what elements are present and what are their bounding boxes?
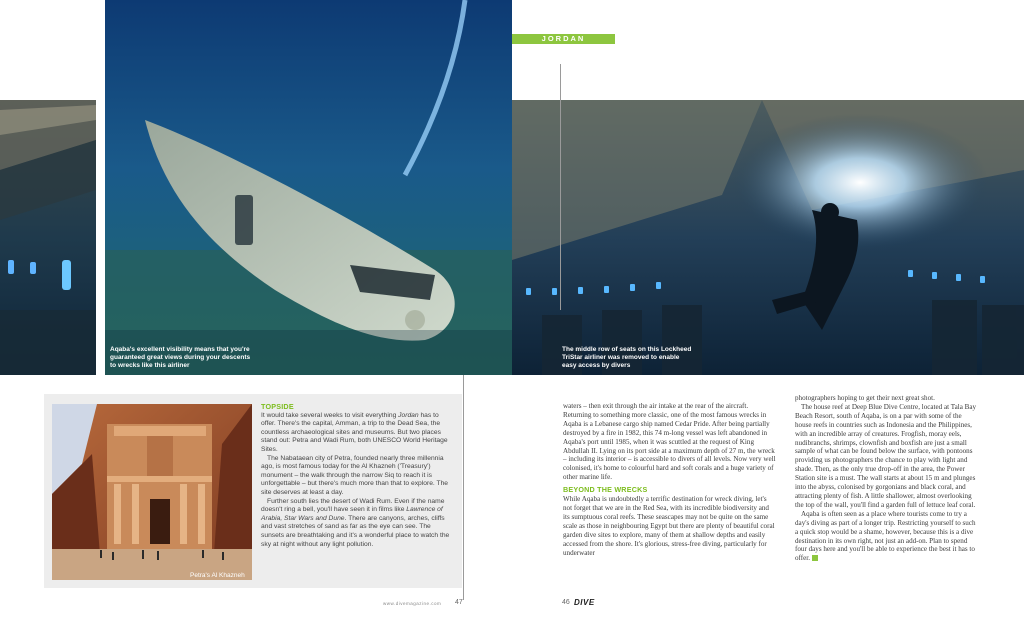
sidebar-paragraph: It would take several weeks to visit everything Jordan has to offer. There's the capital, Amman, a trip to the Dead Sea, the countless archaeological sites and museums. But two places stand out: Petra and Wadi Rum, both UNESCO World Heritage Sites. xyxy=(261,411,448,453)
article-paragraph: waters – then exit through the air intake at the rear of the aircraft. Returning to something more classic, one of the most famous wrecks in Aqaba is a Lebanese cargo ship named Cedar Pride. After being partially destroyed by a fire in 1982, this 74 m-long vessel was left abandoned in Aqaba's port until 1985, when it was scuttled at the request of King Abdullah II. Lying on its port side at a maximum depth of 27 m, the wreck – including its interior – is accessible to divers of all levels. Now very well colonised, it's home to colourful hard and soft corals and a huge variety of other marine life. xyxy=(563,402,776,482)
dive-logo: DIVE xyxy=(574,598,595,607)
section-tag-label: JORDAN xyxy=(541,34,586,43)
column-divider-right xyxy=(560,64,561,310)
article-column-1 xyxy=(563,402,776,557)
end-mark-icon xyxy=(812,555,818,561)
sidebar-text-block xyxy=(261,403,451,549)
article-paragraph: While Aqaba is undoubtedly a terrific destination for wreck diving, let's not forget that we are in the Red Sea, with its incredible biodiversity and its sumptuous coral reefs. These seascapes may not be quite on the same scale as those in neighbouring Egypt but there are plenty of beautiful coral garden dive sites to explore, many of them at shallow depths and easily accessed from the shore. It's glorious, stress-free diving, particularly for underwater xyxy=(563,495,775,557)
sidebar-paragraph: Further south lies the desert of Wadi Rum. Even if the name doesn't ring a bell, you'll have seen it in films like Lawrence of Arabia, Star Wars and Dune. There are canyons, arches, cliffs and vast stretches of sand as far as the eye can see. The sunsets are breathtaking and it's a wonderful place to watch the sky at night without any light pollution. xyxy=(261,497,450,548)
article-column-2 xyxy=(795,394,979,563)
subhead-beyond-the-wrecks: BEYOND THE WRECKS xyxy=(563,485,648,495)
sidebar-heading: TOPSIDE xyxy=(261,402,294,411)
column-divider-left xyxy=(463,375,464,600)
article-paragraph: The house reef at Deep Blue Dive Centre, located at Tala Bay Beach Resort, south of Aqaba, is on a par with some of the house reefs in countries such as Indonesia and the Philippines, with an incredible array of creatures. Frogfish, moray eels, nudibranchs, shrimps, clownfish and boxfish are just a small sample of what can be found below the surface, with pontoons providing us photographers the chance to play with light and shade. Then, as the only true drop-off in the area, the Power Station site is a must. The wall starts at about 15 m and plunges into the abyss, colonised by gorgonians and black coral, and attracting plenty of fish. A little shallower, almost overlooking the top of the wall, you'll find a garden full of lettuce leaf coral. xyxy=(795,402,977,509)
interior-photo-caption: The middle row of seats on this Lockheed TriStar airliner was removed to enable easy access by divers xyxy=(562,346,692,369)
cabin-interior-photo xyxy=(512,100,1024,375)
plane-wreck-photo xyxy=(105,0,512,375)
petra-photo xyxy=(52,404,252,580)
plane-photo-caption: Aqaba's excellent visibility means that you're guaranteed great views during your descents to wrecks like this airliner xyxy=(110,346,251,369)
footer-url: www.divemagazine.com xyxy=(383,601,442,606)
page-number-right: 46 xyxy=(562,599,570,606)
left-edge-photo xyxy=(0,100,96,375)
article-paragraph: photographers hoping to get their next great shot. xyxy=(795,394,935,402)
petra-photo-caption: Petra's Al Khazneh xyxy=(190,572,245,579)
article-paragraph: Aqaba is often seen as a place where tourists come to try a day's diving as part of a longer trip. Restricting yourself to such a quick stop would be a shame, however, because this is a dive destination in its own right, not just an add-on. Plan to spend four days here and you'll be able to experience the best it has to offer. xyxy=(795,509,976,563)
sidebar-paragraph: The Nabataean city of Petra, founded nearly three millennia ago, is most famous today for the Al Khazneh ('Treasury') monument – the walk through the narrow Siq to reach it is unforgettable – but there's much more than that to explore. The site deserves at least a day. xyxy=(261,454,449,496)
page-number-left: 47 xyxy=(455,599,463,606)
